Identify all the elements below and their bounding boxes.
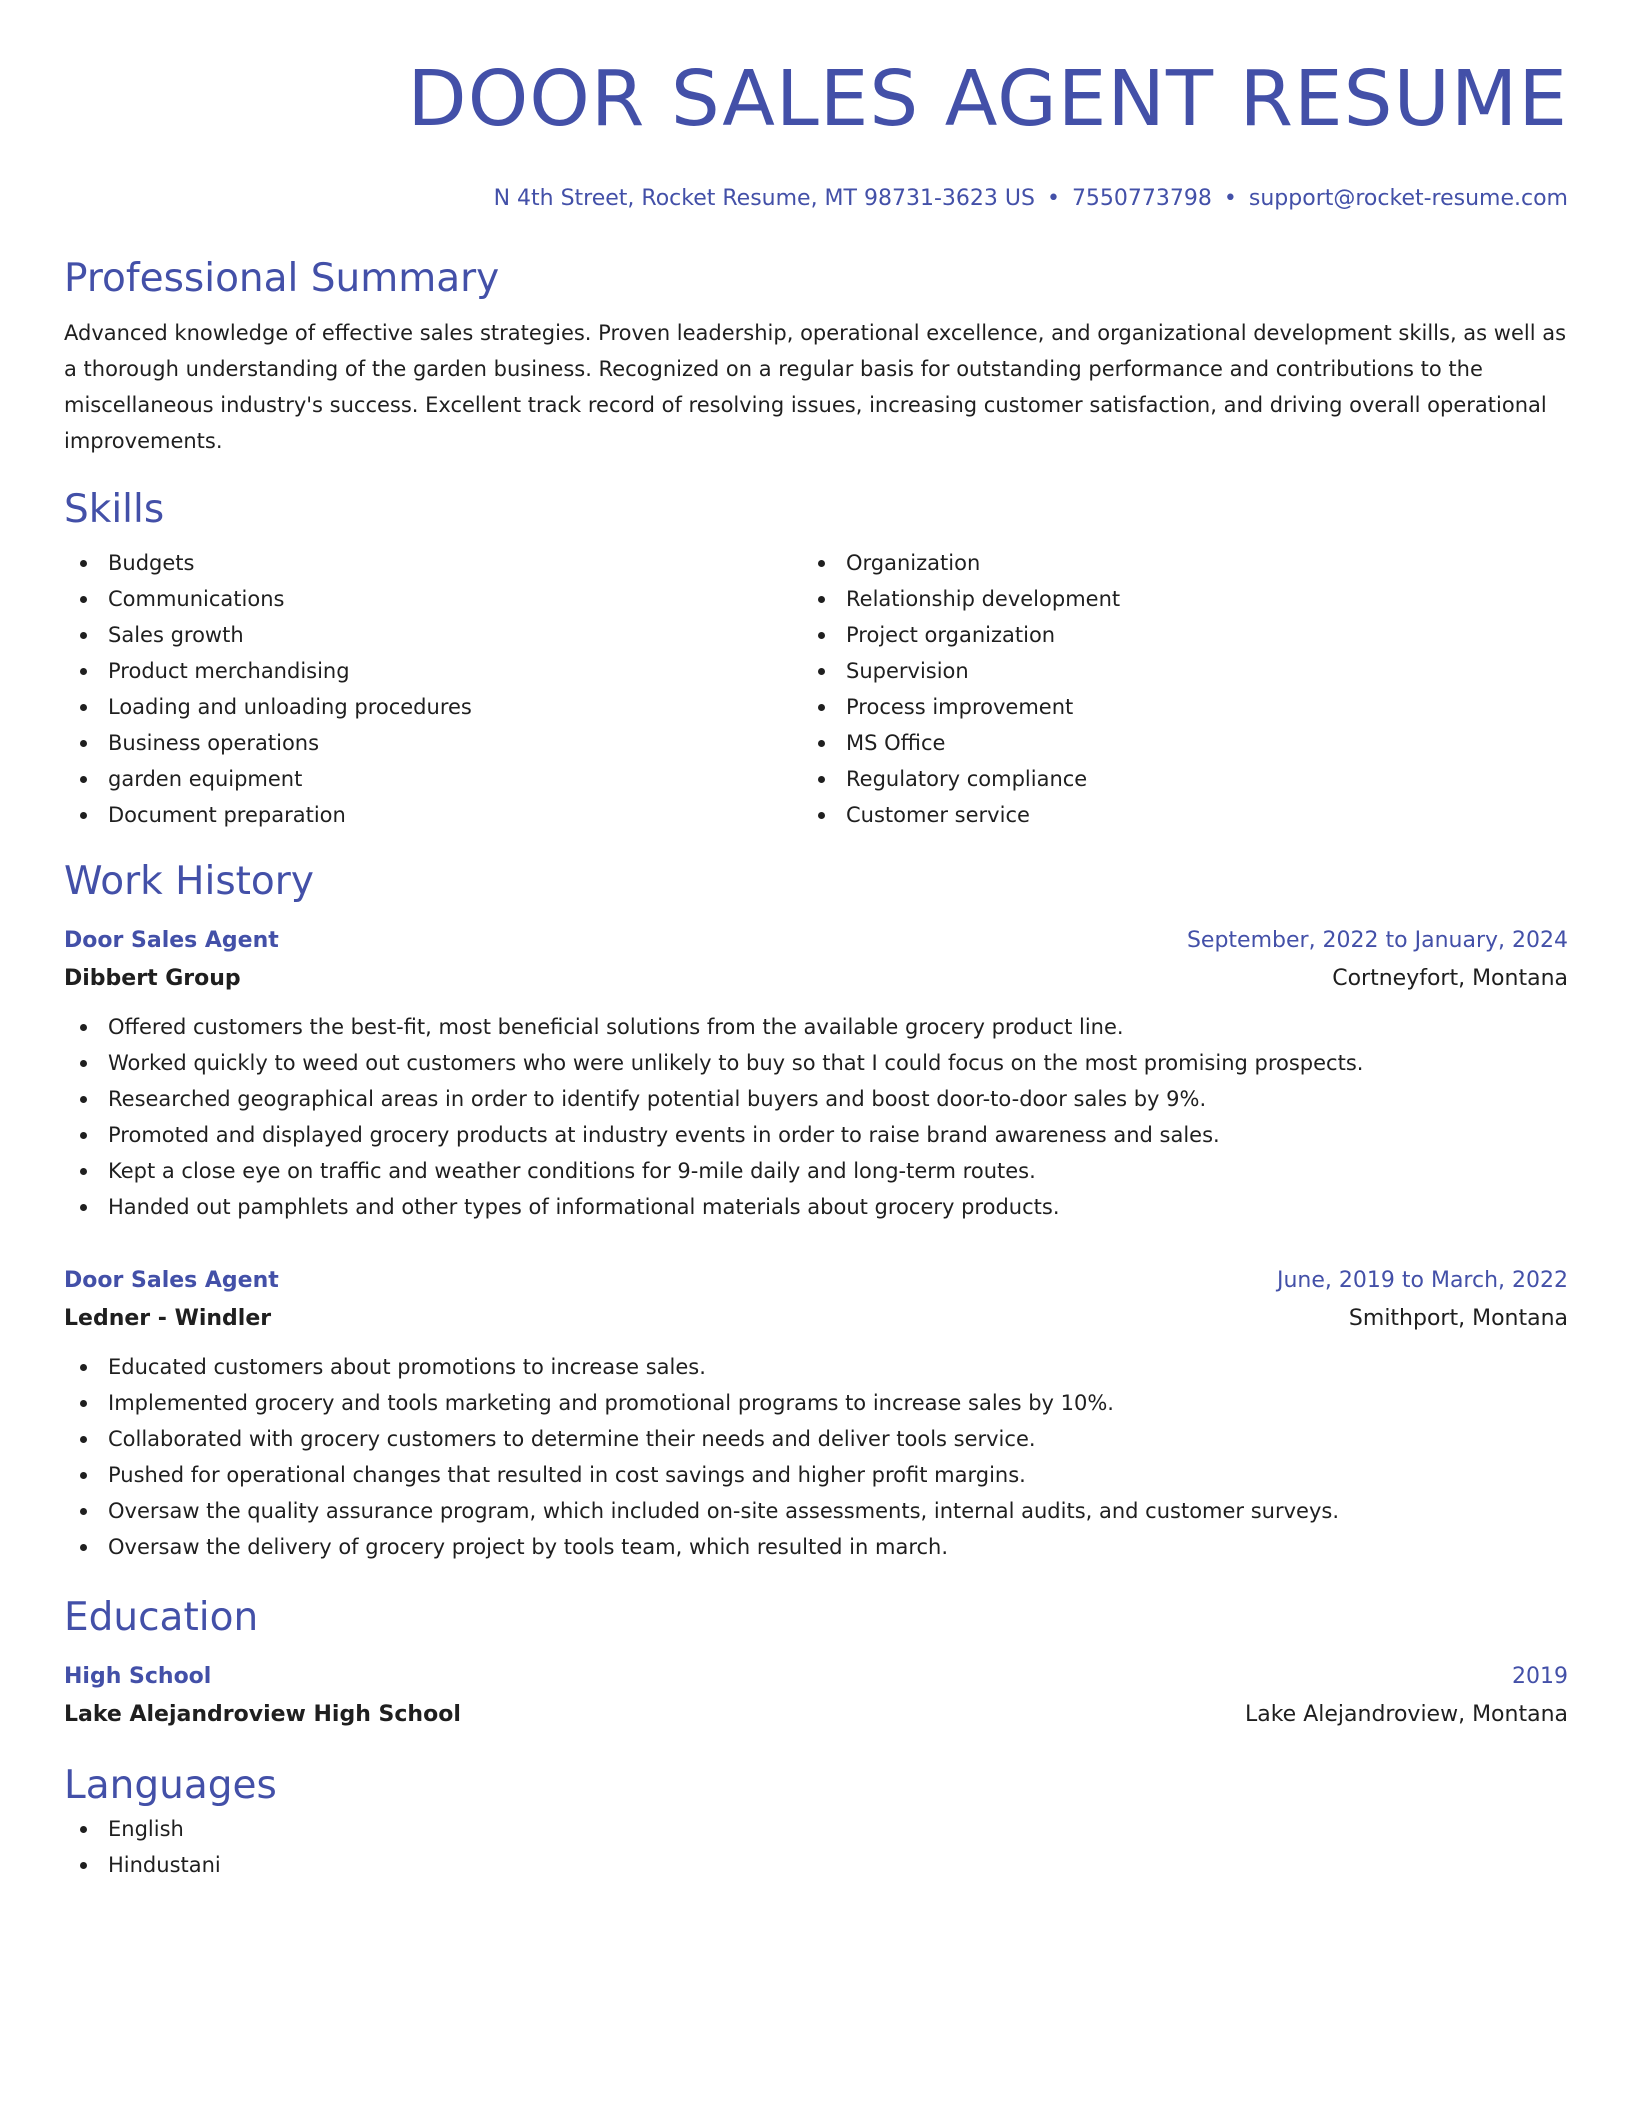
- languages-list: [64, 1811, 1568, 1883]
- skill-item: Process improvement: [802, 689, 1540, 725]
- job-title: Door Sales Agent: [64, 928, 279, 953]
- contact-separator: •: [1223, 186, 1237, 211]
- job-location: Cortneyfort, Montana: [1332, 966, 1568, 991]
- job-bullet: Handed out pamphlets and other types of informational materials about grocery products.: [64, 1189, 1568, 1225]
- skill-item: Document preparation: [64, 797, 802, 833]
- contact-address: N 4th Street, Rocket Resume, MT 98731-3623 US: [493, 186, 1035, 211]
- summary-text: Advanced knowledge of effective sales strategies. Proven leadership, operational excellence, and organizational development skills, as well as a thorough understanding of the garden business. Recognized on a regular basis for outstanding performance and contributions to the miscellaneous industry's success. Excellent track record of resolving issues, increasing customer satisfaction, and driving overall operational improvements.: [64, 321, 1567, 453]
- job-dates: June, 2019 to March, 2022: [1277, 1268, 1568, 1293]
- skill-item: Supervision: [802, 653, 1540, 689]
- skills-grid: [64, 545, 1568, 833]
- education-entry: [64, 1659, 1568, 1735]
- job-entry: [64, 1263, 1568, 1565]
- education-location: Lake Alejandroview, Montana: [1244, 1702, 1568, 1727]
- skill-item: Loading and unloading procedures: [64, 689, 802, 725]
- job-dates: September, 2022 to January, 2024: [1186, 928, 1568, 953]
- job-bullet: Oversaw the delivery of grocery project by tools team, which resulted in march.: [64, 1529, 1568, 1565]
- resume-title: DOOR SALES AGENT RESUME: [407, 55, 1568, 144]
- skill-item: garden equipment: [64, 761, 802, 797]
- job-bullet: Kept a close eye on traffic and weather conditions for 9-mile daily and long-term routes.: [64, 1153, 1568, 1189]
- job-bullet: Researched geographical areas in order to identify potential buyers and boost door-to-door sales by 9%.: [64, 1081, 1568, 1117]
- skill-item: Budgets: [64, 545, 802, 581]
- language-item: Hindustani: [64, 1847, 1568, 1883]
- education-degree: High School: [64, 1664, 212, 1689]
- skill-item: Organization: [802, 545, 1540, 581]
- job-company-row: [64, 959, 1568, 999]
- job-company-row: [64, 1299, 1568, 1339]
- job-responsibilities: [64, 1009, 1568, 1225]
- skill-item: Regulatory compliance: [802, 761, 1540, 797]
- education-year: 2019: [1512, 1664, 1568, 1689]
- skill-item: Business operations: [64, 725, 802, 761]
- contact-line: [64, 184, 1568, 214]
- skill-item: MS Office: [802, 725, 1540, 761]
- contact-phone: 7550773798: [1071, 186, 1212, 211]
- skill-item: Project organization: [802, 617, 1540, 653]
- education-heading: Education: [64, 1595, 259, 1640]
- skill-item: Customer service: [802, 797, 1540, 833]
- education-header-row: [64, 1659, 1568, 1695]
- skills-heading: Skills: [64, 487, 165, 532]
- job-title: Door Sales Agent: [64, 1268, 279, 1293]
- job-bullet: Collaborated with grocery customers to determine their needs and deliver tools service.: [64, 1421, 1568, 1457]
- job-company: Dibbert Group: [64, 966, 241, 991]
- education-school: Lake Alejandroview High School: [64, 1702, 461, 1727]
- languages-heading: Languages: [64, 1763, 277, 1808]
- job-bullet: Educated customers about promotions to increase sales.: [64, 1349, 1568, 1385]
- skills-list-left: [64, 545, 802, 833]
- job-bullet: Pushed for operational changes that resulted in cost savings and higher profit margins.: [64, 1457, 1568, 1493]
- summary-heading: Professional Summary: [64, 256, 500, 301]
- skills-list-right: [802, 545, 1540, 833]
- job-bullet: Offered customers the best-fit, most beneficial solutions from the available grocery product line.: [64, 1009, 1568, 1045]
- skill-item: Sales growth: [64, 617, 802, 653]
- job-location: Smithport, Montana: [1348, 1306, 1568, 1331]
- job-bullet: Oversaw the quality assurance program, which included on-site assessments, internal audits, and customer surveys.: [64, 1493, 1568, 1529]
- job-header-row: [64, 923, 1568, 959]
- job-responsibilities: [64, 1349, 1568, 1565]
- language-item: English: [64, 1811, 1568, 1847]
- job-bullet: Promoted and displayed grocery products at industry events in order to raise brand awareness and sales.: [64, 1117, 1568, 1153]
- contact-separator: •: [1046, 186, 1060, 211]
- job-company: Ledner - Windler: [64, 1306, 272, 1331]
- skills-column-right: [802, 545, 1540, 833]
- job-bullet: Implemented grocery and tools marketing and promotional programs to increase sales by 10%.: [64, 1385, 1568, 1421]
- skill-item: Relationship development: [802, 581, 1540, 617]
- job-entry: [64, 923, 1568, 1225]
- work-history-heading: Work History: [64, 859, 314, 904]
- job-header-row: [64, 1263, 1568, 1299]
- skill-item: Communications: [64, 581, 802, 617]
- job-bullet: Worked quickly to weed out customers who were unlikely to buy so that I could focus on the most promising prospects.: [64, 1045, 1568, 1081]
- skills-column-left: [64, 545, 802, 833]
- education-school-row: [64, 1695, 1568, 1735]
- contact-email: support@rocket-resume.com: [1248, 186, 1568, 211]
- skill-item: Product merchandising: [64, 653, 802, 689]
